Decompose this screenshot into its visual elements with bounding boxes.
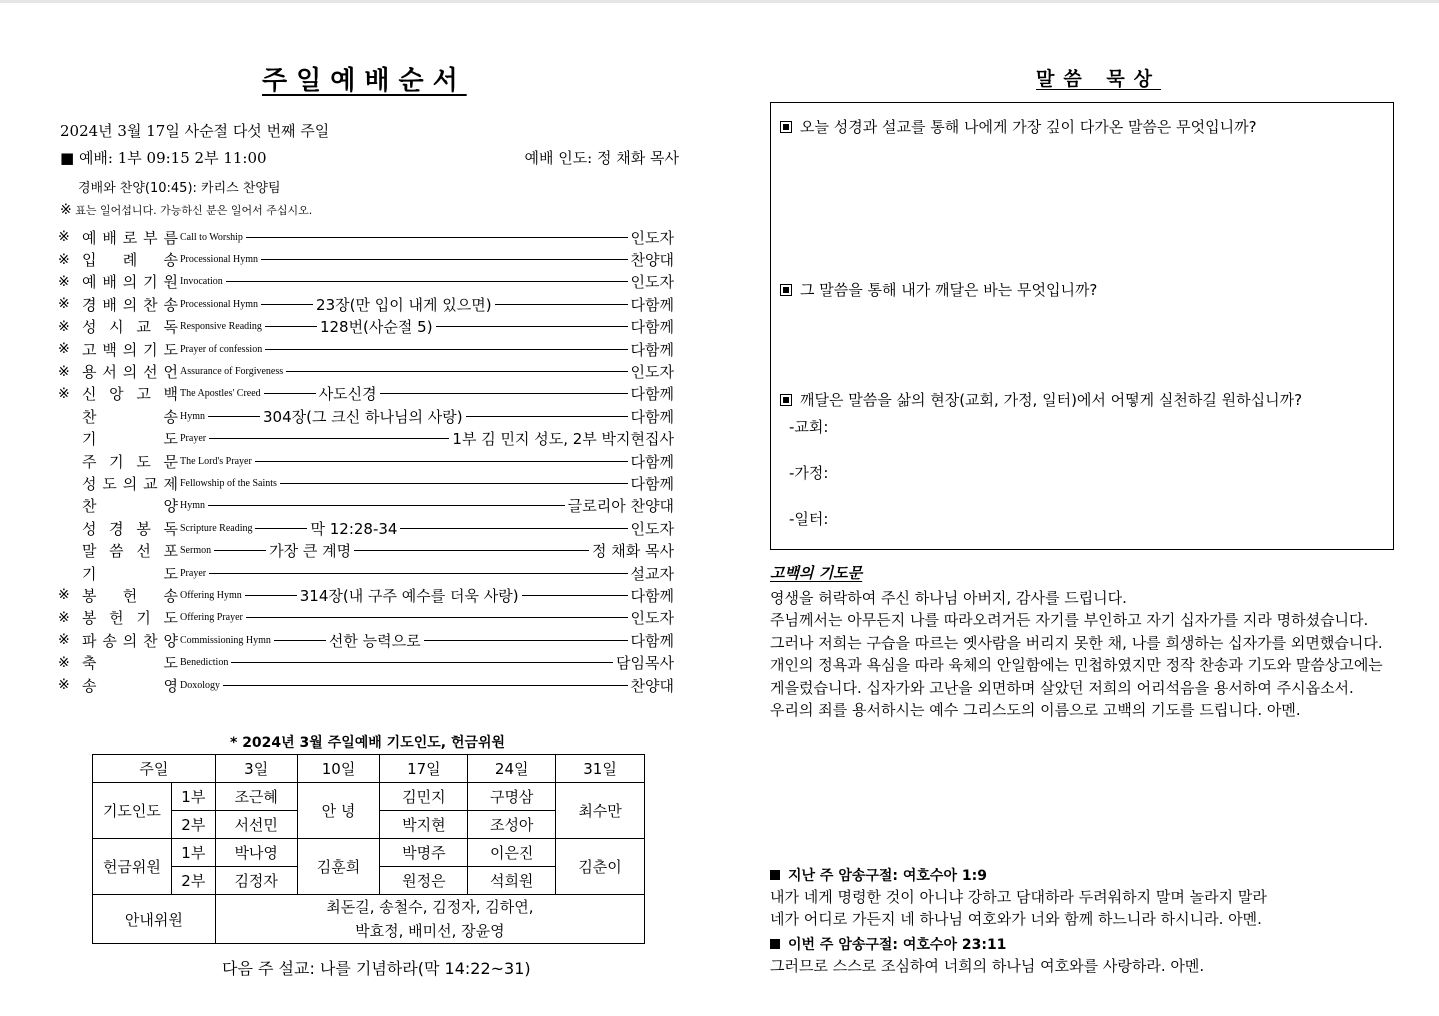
note-text: 표는 일어섭니다. 가능하신 분은 일어서 주십시오. — [75, 204, 313, 217]
leader-line — [255, 528, 307, 529]
prayer-line: 영생을 허락하여 주신 하나님 아버지, 감사를 드립니다. — [770, 589, 1127, 607]
question-2 — [780, 279, 1097, 300]
item-name: 입 례 송 — [82, 251, 178, 270]
order-of-service — [58, 226, 674, 696]
meditation-box — [770, 102, 1394, 550]
table-cell: 석희원 — [468, 867, 556, 895]
item-detail: 128번(사순절 5) — [319, 318, 433, 337]
schedule-title: * 2024년 3월 주일예배 기도인도, 헌금위원 — [230, 735, 506, 751]
table-cell: 구명삼 — [468, 783, 556, 811]
service-leader: 예배 인도: 정 채화 목사 — [524, 149, 679, 167]
this-week-verse-line: 그러므로 스스로 조심하여 너희의 하나님 여호와를 사랑하라. 아멘. — [770, 957, 1205, 975]
stand-mark: ※ — [58, 363, 70, 380]
item-name: 파 송 의 찬 양 — [82, 631, 178, 650]
stand-mark: ※ — [58, 273, 70, 290]
item-english: Doxology — [180, 679, 220, 691]
schedule-table — [92, 754, 645, 944]
leader-line — [274, 640, 326, 641]
church-field: -교회: — [789, 418, 829, 436]
stand-mark: ※ — [58, 341, 70, 358]
page-title: 주일예배순서 — [262, 66, 467, 96]
table-row — [93, 783, 645, 811]
item-role: 설교자 — [630, 564, 674, 583]
item-detail: 막 12:28-34 — [310, 519, 398, 538]
item-name: 송 영 — [82, 676, 178, 695]
item-role: 다함께 — [630, 474, 674, 493]
leader-line — [246, 237, 628, 238]
square-bullet-icon — [780, 284, 792, 296]
item-role: 찬양대 — [630, 251, 674, 270]
leader-line — [354, 550, 589, 551]
last-week-verse-line: 네가 어디로 가든지 네 하나님 여호와가 너와 함께 하느니라 하시니라. 아멘. — [770, 910, 1262, 928]
leader-line — [286, 371, 627, 372]
item-role: 다함께 — [630, 407, 674, 426]
stand-mark: ※ — [58, 385, 70, 402]
order-row — [58, 271, 674, 293]
usher-label: 안내위원 — [93, 895, 216, 944]
item-english: Responsive Reading — [180, 321, 262, 333]
item-english: Prayer — [180, 433, 207, 445]
stand-mark: ※ — [58, 229, 70, 246]
leader-line — [400, 528, 627, 529]
table-cell: 김훈희 — [297, 839, 380, 895]
question-3 — [780, 389, 1302, 410]
item-detail: 선한 능력으로 — [328, 631, 421, 650]
leader-line — [231, 662, 613, 663]
item-english: Prayer of confession — [180, 343, 263, 355]
stand-mark: ※ — [58, 609, 70, 626]
offering-label: 헌금위원 — [93, 839, 172, 895]
usher-line: 최돈길, 송철수, 김정자, 김하연, — [326, 898, 534, 916]
item-english: Call to Worship — [180, 231, 243, 243]
leader-line — [380, 393, 628, 394]
date-line: 2024년 3월 17일 사순절 다섯 번째 주일 — [60, 122, 330, 140]
home-field: -가정: — [789, 464, 829, 482]
table-row — [93, 839, 645, 867]
item-name: 말 씀 선 포 — [82, 542, 178, 561]
table-cell: 최수만 — [556, 783, 645, 839]
order-row — [58, 360, 674, 382]
order-row — [58, 674, 674, 696]
item-english: Hymn — [180, 410, 205, 422]
order-row — [58, 428, 674, 450]
table-cell: 이은진 — [468, 839, 556, 867]
item-role: 인도자 — [630, 609, 674, 628]
leader-line — [436, 326, 628, 327]
item-name: 기 도 — [82, 430, 178, 449]
item-english: Processional Hymn — [180, 298, 259, 310]
table-cell: 김정자 — [215, 867, 297, 895]
item-name: 예 배 의 기 원 — [82, 273, 178, 292]
item-english: Offering Prayer — [180, 612, 243, 624]
leader-line — [214, 550, 266, 551]
item-english: Invocation — [180, 276, 223, 288]
item-name: 주 기 도 문 — [82, 452, 178, 471]
stand-mark: ※ — [58, 654, 70, 671]
prayer-line: 그러나 저희는 구습을 따르는 옛사람을 버리지 못한 채, 나를 희생하는 십자가를 외면했습니다. — [770, 633, 1383, 652]
item-role: 인도자 — [630, 273, 674, 292]
order-row — [58, 316, 674, 338]
item-name: 봉 헌 기 도 — [82, 609, 178, 628]
order-row — [58, 293, 674, 315]
item-role: 담임목사 — [616, 654, 674, 673]
header-cell: 10일 — [297, 755, 380, 783]
item-name: 성 도 의 교 제 — [82, 474, 178, 493]
item-name: 고 백 의 기 도 — [82, 340, 178, 359]
usher-line: 박효정, 배미선, 장윤영 — [355, 922, 505, 940]
leader-line — [424, 640, 628, 641]
item-role: 다함께 — [630, 318, 674, 337]
table-row — [93, 895, 645, 944]
order-row — [58, 607, 674, 629]
standing-note — [60, 202, 312, 218]
this-week-verse-heading — [770, 934, 1006, 954]
verse-heading-text: 이번 주 암송구절: 여호수아 23:11 — [788, 937, 1007, 953]
square-bullet-icon — [780, 394, 792, 406]
header-cell: 17일 — [380, 755, 468, 783]
order-row — [58, 226, 674, 248]
next-sermon: 다음 주 설교: 나를 기념하라(막 14:22~31) — [222, 959, 531, 978]
last-week-verse-heading — [770, 865, 987, 885]
leader-line — [226, 281, 628, 282]
leader-line — [208, 416, 260, 417]
item-role: 다함께 — [630, 586, 674, 605]
usher-names — [215, 895, 644, 944]
item-role: 다함께 — [630, 340, 674, 359]
last-week-verse-line: 내가 네게 명령한 것이 아니냐 강하고 담대하라 두려워하지 말며 놀라지 말라 — [770, 888, 1267, 906]
order-row — [58, 629, 674, 651]
prayer-line: 우리의 죄를 용서하시는 예수 그리스도의 이름으로 고백의 기도를 드립니다. 아멘. — [770, 701, 1301, 720]
item-role: 다함께 — [630, 295, 674, 314]
item-english: The Lord's Prayer — [180, 455, 252, 467]
stand-mark: ※ — [58, 632, 70, 649]
table-row — [93, 755, 645, 783]
item-role: 다함께 — [630, 631, 674, 650]
header-cell: 3일 — [215, 755, 297, 783]
item-name: 성 경 봉 독 — [82, 519, 178, 538]
leader-line — [245, 595, 297, 596]
item-detail: 사도신경 — [318, 385, 377, 404]
leader-line — [495, 304, 628, 305]
note-mark: ※ — [60, 202, 72, 218]
meditation-title: 말씀 묵상 — [1036, 68, 1162, 90]
header-cell: 31일 — [556, 755, 645, 783]
table-cell: 안 녕 — [297, 783, 380, 839]
leader-line — [265, 326, 317, 327]
order-row — [58, 450, 674, 472]
item-detail: 가장 큰 계명 — [269, 542, 352, 561]
header-cell: 주일 — [93, 755, 216, 783]
order-row — [58, 584, 674, 606]
item-role: 다함께 — [630, 385, 674, 404]
item-name: 축 도 — [82, 654, 178, 673]
item-english: Commissioning Hymn — [180, 634, 271, 646]
order-row — [58, 651, 674, 673]
table-cell: 조성아 — [468, 811, 556, 839]
table-cell: 김춘이 — [556, 839, 645, 895]
item-detail: 23장(만 입이 내게 있으면) — [316, 295, 492, 314]
stand-mark: ※ — [58, 677, 70, 693]
stand-mark: ※ — [58, 318, 70, 335]
header-cell: 24일 — [468, 755, 556, 783]
stand-mark: ※ — [58, 296, 70, 313]
item-role: 인도자 — [630, 228, 674, 247]
table-cell: 김민지 — [380, 783, 468, 811]
item-english: Benediction — [180, 657, 229, 669]
item-name: 찬 송 — [82, 407, 178, 426]
square-bullet-icon — [770, 870, 780, 880]
item-name: 성 시 교 독 — [82, 318, 178, 337]
leader-line — [280, 483, 628, 484]
part-cell: 2부 — [171, 867, 215, 895]
item-role: 찬양대 — [630, 676, 674, 695]
work-field: -일터: — [789, 510, 829, 528]
leader-line — [261, 304, 313, 305]
part-cell: 1부 — [171, 783, 215, 811]
item-english: Processional Hymn — [180, 254, 259, 266]
order-row — [58, 517, 674, 539]
item-role: 1부 김 민지 성도, 2부 박지현집사 — [452, 430, 674, 449]
order-row — [58, 405, 674, 427]
leader-line — [246, 617, 628, 618]
confession-prayer — [770, 587, 1383, 721]
item-name: 경 배 의 찬 송 — [82, 295, 178, 314]
order-row — [58, 495, 674, 517]
leader-line — [466, 416, 628, 417]
item-english: The Apostles' Creed — [180, 388, 261, 400]
stand-mark: ※ — [58, 251, 70, 268]
item-name: 기 도 — [82, 564, 178, 583]
leader-line — [255, 461, 628, 462]
question-text: 그 말씀을 통해 내가 깨달은 바는 무엇입니까? — [800, 281, 1098, 299]
order-row — [58, 338, 674, 360]
table-cell: 원정은 — [380, 867, 468, 895]
item-name: 찬 양 — [82, 497, 178, 516]
table-cell: 서선민 — [215, 811, 297, 839]
leader-line — [223, 685, 628, 686]
part-cell: 2부 — [171, 811, 215, 839]
item-english: Assurance of Forgiveness — [180, 366, 284, 378]
prayer-line: 주님께서는 아무든지 나를 따라오려거든 자기를 부인하고 자기 십자가를 지라 명하셨습니다. — [770, 611, 1369, 630]
leader-line — [522, 595, 628, 596]
item-name: 용 서 의 선 언 — [82, 363, 178, 382]
item-english: Prayer — [180, 567, 207, 579]
table-cell: 박지현 — [380, 811, 468, 839]
item-detail: 314장(내 구주 예수를 더욱 사랑) — [299, 586, 519, 605]
item-english: Sermon — [180, 545, 212, 557]
table-cell: 조근혜 — [215, 783, 297, 811]
part-cell: 1부 — [171, 839, 215, 867]
leader-line — [261, 259, 627, 260]
verse-heading-text: 지난 주 암송구절: 여호수아 1:9 — [788, 868, 987, 884]
order-row — [58, 472, 674, 494]
order-row — [58, 539, 674, 561]
table-cell: 박나영 — [215, 839, 297, 867]
item-english: Scripture Reading — [180, 522, 253, 534]
praise-info: 경배와 찬양(10:45): 카리스 찬양팀 — [78, 181, 281, 196]
stand-mark: ※ — [58, 587, 70, 604]
item-english: Hymn — [180, 500, 205, 512]
leader-line — [264, 393, 316, 394]
table-cell: 박명주 — [380, 839, 468, 867]
order-row — [58, 248, 674, 270]
service-times: ■ 예배: 1부 09:15 2부 11:00 — [60, 149, 267, 167]
square-bullet-icon — [770, 939, 780, 949]
leader-line — [209, 573, 627, 574]
prayer-line: 게을렀습니다. 십자가와 고난을 외면하며 살았던 저희의 어리석음을 용서하여 주시옵소서. — [770, 678, 1354, 697]
question-text: 오늘 성경과 설교를 통해 나에게 가장 깊이 다가온 말씀은 무엇입니까? — [800, 118, 1257, 136]
order-row — [58, 562, 674, 584]
item-name: 봉 헌 송 — [82, 586, 178, 605]
prayer-line: 개인의 정욕과 욕심을 따라 육체의 안일함에는 민첩하였지만 정작 찬송과 기도와 말씀상고에는 — [770, 656, 1383, 675]
item-role: 글로리아 찬양대 — [567, 497, 674, 516]
item-detail: 304장(그 크신 하나님의 사랑) — [263, 407, 463, 426]
item-name: 예 배 로 부 름 — [82, 228, 178, 247]
order-row — [58, 383, 674, 405]
leader-line — [208, 505, 565, 506]
prayer-title: 고백의 기도문 — [770, 564, 863, 582]
prayer-label: 기도인도 — [93, 783, 172, 839]
item-role: 인도자 — [630, 363, 674, 382]
item-english: Offering Hymn — [180, 589, 242, 601]
item-english: Fellowship of the Saints — [180, 477, 277, 489]
question-1 — [780, 116, 1257, 137]
leader-line — [265, 349, 627, 350]
item-role: 인도자 — [630, 519, 674, 538]
square-bullet-icon — [780, 121, 792, 133]
item-role: 다함께 — [630, 452, 674, 471]
item-name: 신 앙 고 백 — [82, 385, 178, 404]
top-border — [0, 0, 1439, 3]
question-text: 깨달은 말씀을 삶의 현장(교회, 가정, 일터)에서 어떻게 실천하길 원하십니까? — [800, 391, 1303, 409]
leader-line — [209, 438, 449, 439]
item-role: 정 채화 목사 — [592, 542, 674, 561]
